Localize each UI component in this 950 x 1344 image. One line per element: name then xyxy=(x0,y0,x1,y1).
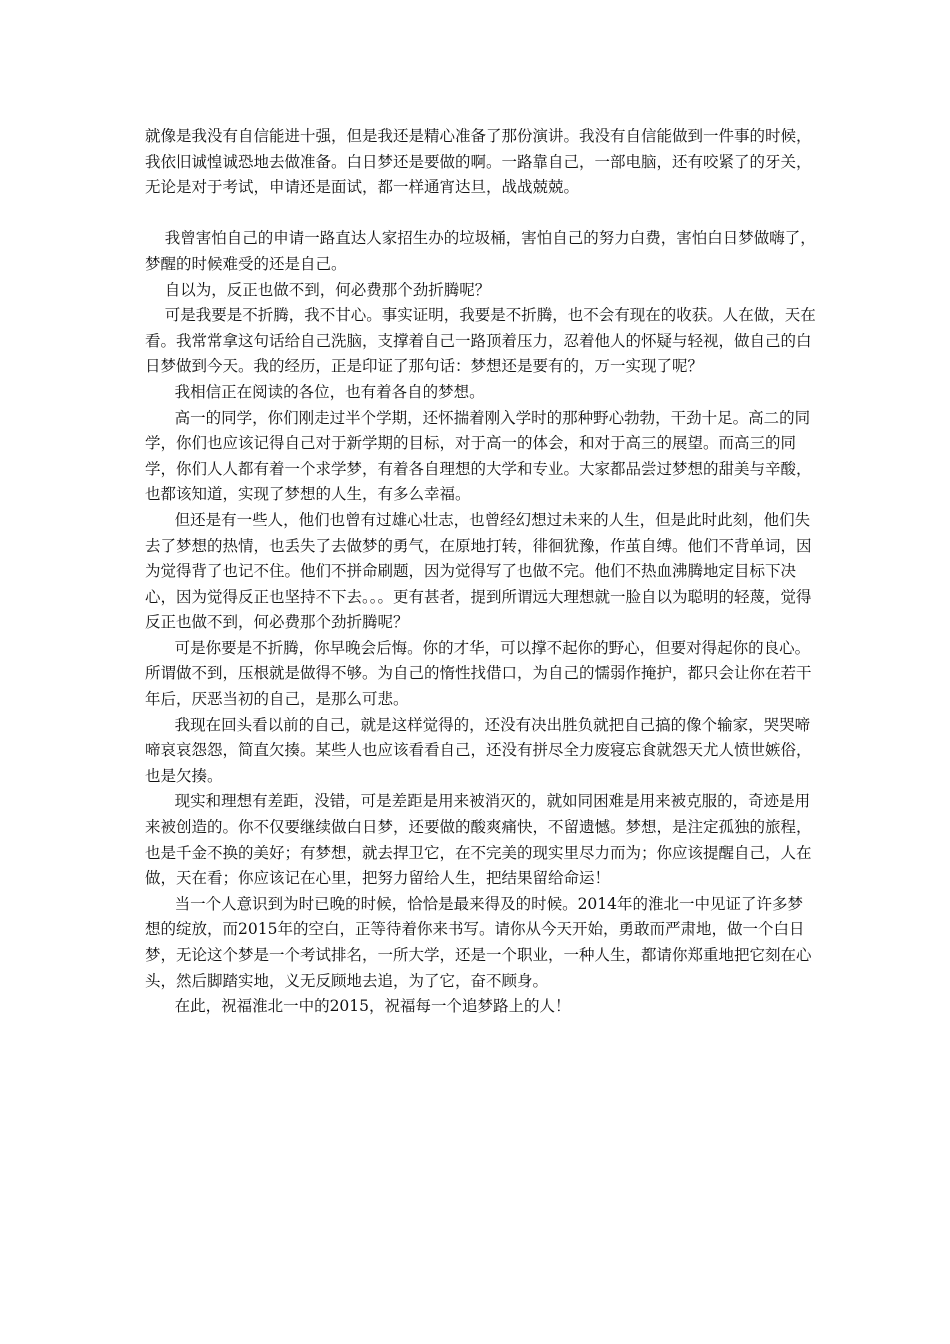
paragraph-12: 在此，祝福淮北一中的2015，祝福每一个追梦路上的人！ xyxy=(145,997,571,1016)
paragraph-1: 就像是我没有自信能进十强，但是我还是精心准备了那份演讲。我没有自信能做到一件事的时候，我依旧诚惶诚恐地去做准备。白日梦还是要做的啊。一路靠自己，一部电脑，还有咬紧了的牙关，无论是对于考试，申请还是面试，都一样通宵达旦，战战兢兢。 xyxy=(145,127,812,197)
paragraph-4: 可是我要是不折腾，我不甘心。事实证明，我要是不折腾，也不会有现在的收获。人在做，天在看。我常常拿这句话给自己洗脑，支撑着自己一路顶着压力，忍着他人的怀疑与轻视，做自己的白日梦做到今天。我的经历，正是印证了那句话：梦想还是要有的，万一实现了呢？ xyxy=(145,306,816,376)
document-body xyxy=(145,124,817,1020)
paragraph-7: 但还是有一些人，他们也曾有过雄心壮志，也曾经幻想过未来的人生，但是此时此刻，他们失去了梦想的热情，也丢失了去做梦的勇气，在原地打转，徘徊犹豫，作茧自缚。他们不背单词，因为觉得背了也记不住。他们不拼命刷题，因为觉得写了也做不完。他们不热血沸腾地定目标下决心，因为觉得反正也坚持不下去。。。更有甚者，提到所谓远大理想就一脸自以为聪明的轻蔑，觉得反正也做不到，何必费那个劲折腾呢？ xyxy=(145,510,812,632)
paragraph-3: 自以为，反正也做不到，何必费那个劲折腾呢？ xyxy=(145,280,491,299)
paragraph-gap xyxy=(145,201,817,227)
paragraph-9: 我现在回头看以前的自己，就是这样觉得的，还没有决出胜负就把自己搞的像个输家，哭哭啼啼哀哀怨怨，简直欠揍。某些人也应该看看自己，还没有拼尽全力废寝忘食就怨天尤人愤世嫉俗，也是欠揍。 xyxy=(145,715,812,785)
paragraph-10: 现实和理想有差距，没错，可是差距是用来被消灭的，就如同困难是用来被克服的，奇迹是用来被创造的。你不仅要继续做白日梦，还要做的酸爽痛快，不留遗憾。梦想，是注定孤独的旅程，也是千金不换的美好；有梦想，就去捍卫它，在不完美的现实里尽力而为；你应该提醒自己，人在做，天在看；你应该记在心里，把努力留给人生，把结果留给命运！ xyxy=(145,792,812,888)
paragraph-6: 高一的同学，你们刚走过半个学期，还怀揣着刚入学时的那种野心勃勃，干劲十足。高二的同学，你们也应该记得自己对于新学期的目标，对于高一的体会，和对于高三的展望。而高三的同学，你们人人都有着一个求学梦，有着各自理想的大学和专业。大家都品尝过梦想的甜美与辛酸，也都该知道，实现了梦想的人生，有多么幸福。 xyxy=(145,408,812,504)
paragraph-11: 当一个人意识到为时已晚的时候，恰恰是最来得及的时候。2014年的淮北一中见证了许多梦想的绽放，而2015年的空白，正等待着你来书写。请你从今天开始，勇敢而严肃地，做一个白日梦，无论这个梦是一个考试排名，一所大学，还是一个职业，一种人生，都请你郑重地把它刻在心头，然后脚踏实地，义无反顾地去追，为了它，奋不顾身。 xyxy=(145,894,812,990)
paragraph-5: 我相信正在阅读的各位，也有着各自的梦想。 xyxy=(145,382,485,401)
paragraph-2: 我曾害怕自己的申请一路直达人家招生办的垃圾桶，害怕自己的努力白费，害怕白日梦做嗨了，梦醒的时候难受的还是自己。 xyxy=(145,229,816,273)
paragraph-8: 可是你要是不折腾，你早晚会后悔。你的才华，可以撑不起你的野心，但要对得起你的良心。所谓做不到，压根就是做得不够。为自己的惰性找借口，为自己的懦弱作掩护，都只会让你在若干年后，厌恶当初的自己，是那么可悲。 xyxy=(145,638,812,709)
